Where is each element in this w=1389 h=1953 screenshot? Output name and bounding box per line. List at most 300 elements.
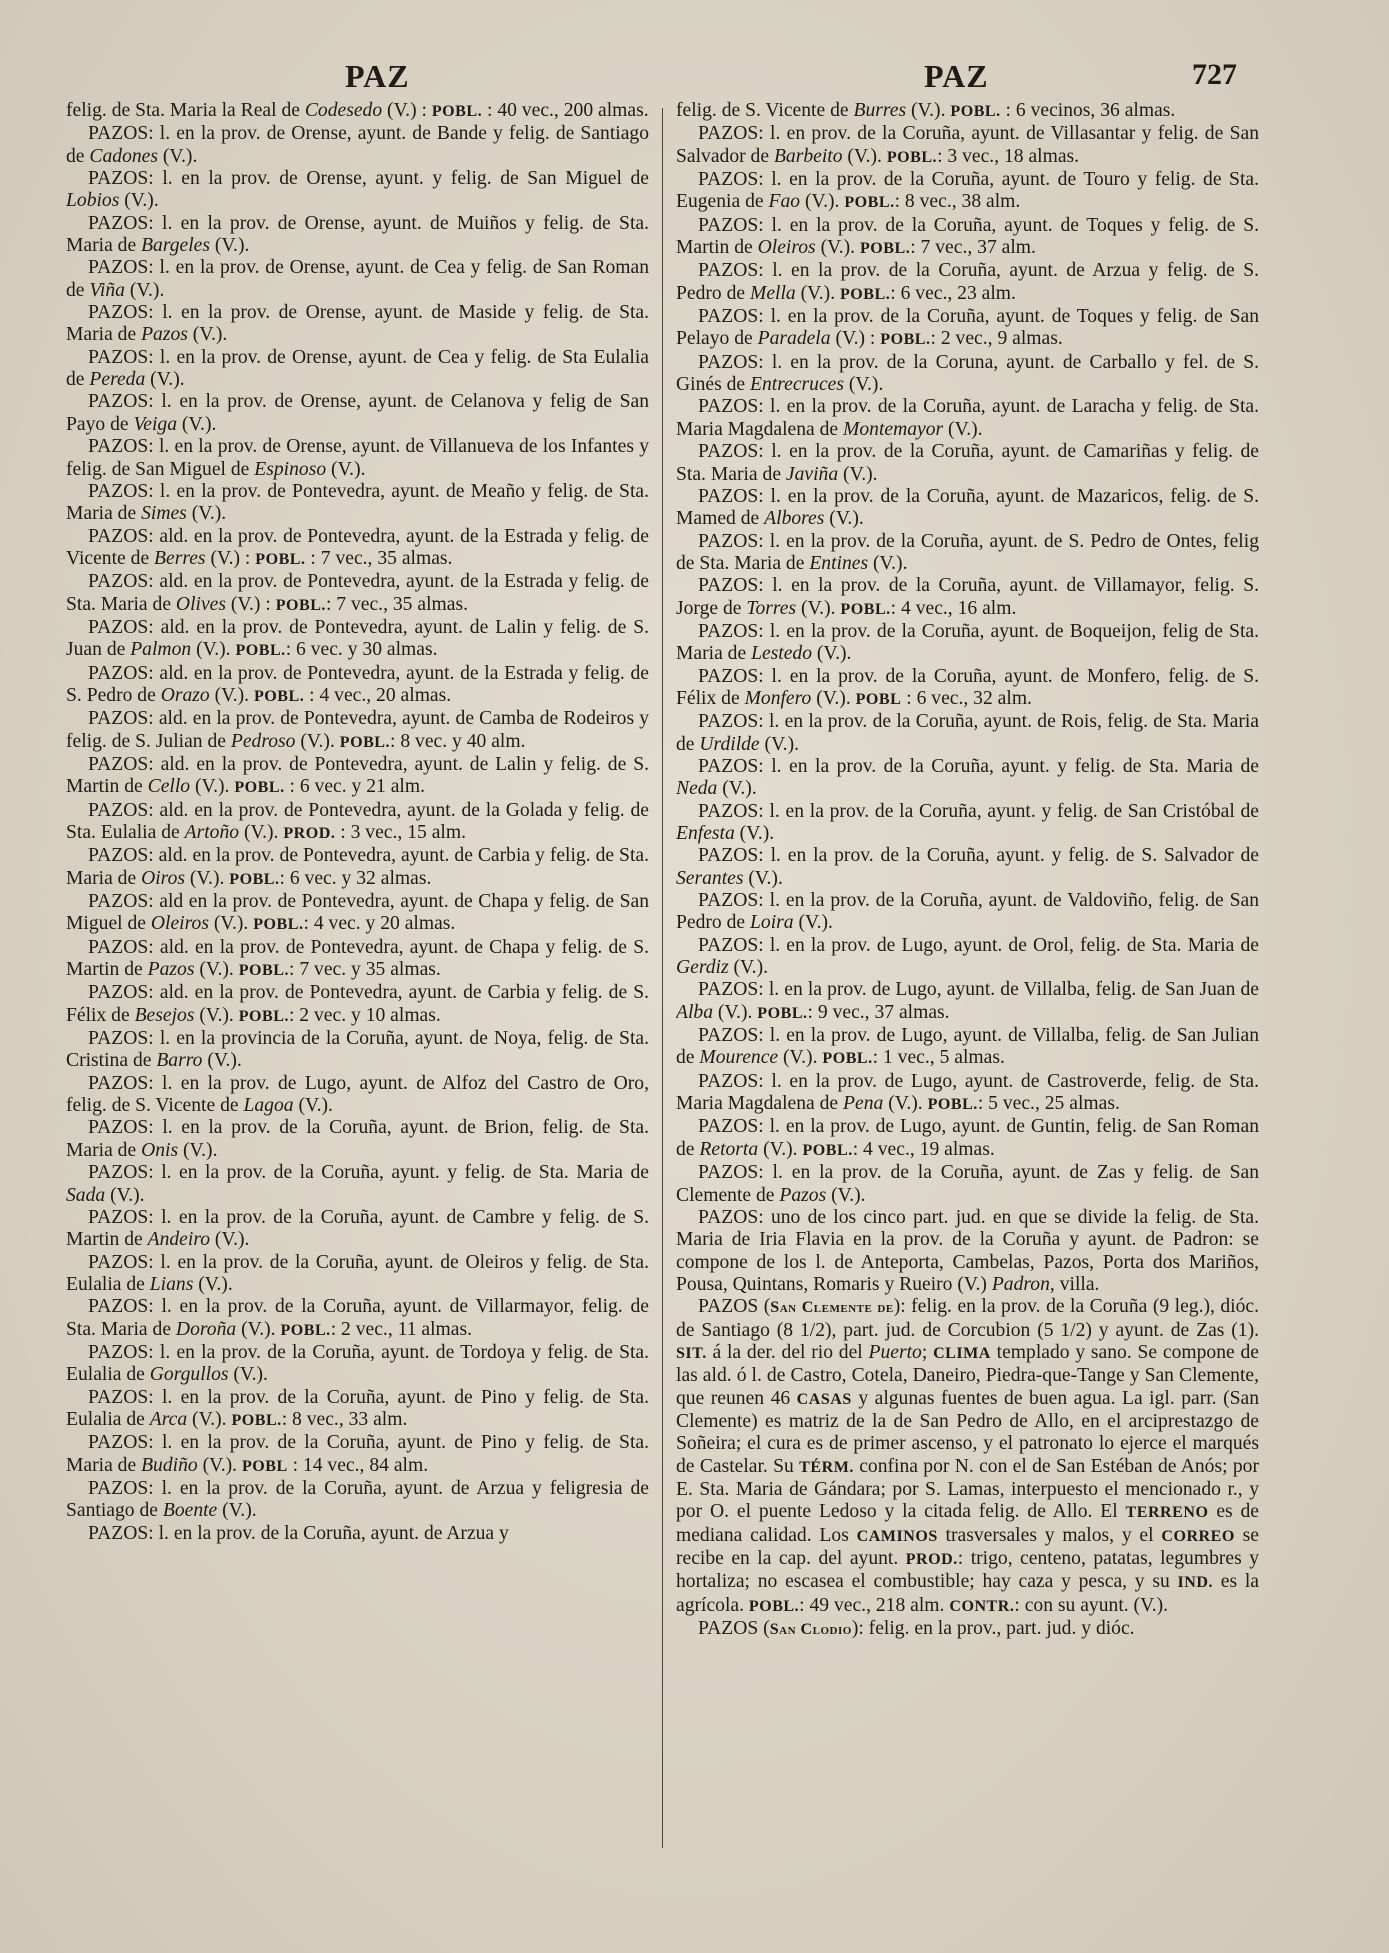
small-caps-label: POBL. [859,240,911,258]
entry-text: PAZOS: l. en la prov. de Pontevedra, ayunt. de Meaño y felig. de Sta. Maria de [66,480,649,525]
dictionary-entry [66,1028,649,1073]
dictionary-entry [676,1162,1259,1207]
entry-text: es de mediana calidad. Los [676,1501,1259,1546]
place-name: Lagoa [243,1095,294,1117]
entry-text: PAZOS: l. en la prov. de la Coruña, ayunt. de Arzua y feligresia de Santiago de [66,1477,649,1522]
dictionary-entry [66,1432,649,1478]
dictionary-entry [66,481,649,526]
place-name: Simes [141,503,187,525]
entry-text: : 3 vec., 18 almas. [937,145,1080,167]
small-caps-label: POBL. [339,733,391,751]
place-name: Oleiros [757,237,816,259]
place-name: Neda [676,778,718,800]
place-name: Oleiros [150,913,209,935]
place-name: Montemayor [843,418,944,440]
entry-text: (V.). [193,1273,233,1295]
entry-text: PAZOS: l. en la prov. de la Coruña, ayunt. de Oleiros y felig. de Sta. Eulalia de [66,1251,649,1295]
entry-text: (V.). [194,959,239,981]
entry-text: (V.). [759,733,800,755]
entry-text: (V.). [796,597,841,619]
place-name: Mella [750,282,796,304]
place-name: Palmon [130,639,192,661]
entry-text: : 8 vec., 38 alm. [894,191,1021,213]
place-name: Torres [746,597,797,619]
small-caps-label: POBL. [280,1321,331,1339]
entry-text: : 4 vec. y 20 almas. [303,913,456,935]
place-name: Pazos [779,1184,827,1206]
entry-text: (V.). [209,684,254,706]
entry-text: (V.). [728,957,768,979]
place-name: Besejos [134,1004,195,1026]
entry-text: PAZOS: l. en la prov. de la Coruña, ayunt. de Camariñas y felig. de Sta. Maria de [676,441,1259,485]
entry-text: ): felig. en la prov., part. jud. y dióc. [851,1618,1135,1640]
dictionary-entry [66,391,649,436]
entry-text: (V.). [217,1500,257,1522]
entry-text: : 2 vec., 11 almas. [330,1318,472,1340]
dictionary-entry [676,352,1259,397]
entry-text: : trigo, centeno, patatas, legumbres y hortaliza; no escasea el combustible; hay caza y pesca, y su [676,1548,1259,1593]
entry-text: PAZOS: l. en la prov. de Lugo, ayunt. de Villalba, felig. de San Julian de [676,1025,1259,1069]
small-caps-label: CASAS [796,1390,852,1408]
dictionary-entry [676,890,1259,935]
entry-text: (V.). [187,1408,232,1430]
dictionary-entry [676,441,1259,486]
dictionary-entry [66,617,649,663]
small-caps-label: POBL. [927,1096,978,1114]
dictionary-entry [676,979,1259,1025]
entry-text: (V.). [795,282,840,304]
entry-text: , villa. [1049,1273,1100,1295]
entry-text: PAZOS: l. en la prov. de la Coruña, ayunt. y felig. de San Cristóbal de [698,800,1259,822]
dictionary-entry [66,1117,649,1162]
entry-text: PAZOS: ald. en la prov. de Pontevedra, ayunt. de Chapa y felig. de S. Martin de [66,936,649,981]
entry-text: PAZOS: l. en la prov. de la Coruña, ayunt. de Brion, felig. de Sta. Maria de [66,1117,649,1161]
entry-text: PAZOS: l. en la prov. de Lugo, ayunt. de Alfoz del Castro de Oro, felig. de S. Vicente de [66,1072,649,1117]
entry-text: (V.). [800,191,845,213]
dictionary-entry [66,302,649,347]
place-name: Doroña [175,1318,237,1340]
dictionary-entry [676,306,1259,352]
entry-text: (V.). [190,776,235,798]
small-caps-label: CONTR. [949,1597,1015,1615]
entry-text: (V.). [177,413,217,435]
entry-text: (V.). [157,145,198,167]
place-name: Alba [676,1001,714,1023]
place-name: Fao [768,191,801,213]
entry-text: PAZOS: l. en la prov. de Orense, ayunt. de Maside y felig. de Sta. Maria de [66,302,649,346]
entry-text: PAZOS: l. en la prov. de la Coruña, ayunt. de Arzua y [88,1522,509,1544]
place-name: Lestedo [751,643,813,665]
entry-text: PAZOS: l. en la prov. de la Coruña, ayunt. de Villamayor, felig. S. Jorge de [676,575,1259,619]
entry-text: PAZOS: l. en la prov. de la Coruña, ayunt. de Pino y felig. de Sta. Maria de [66,1432,649,1476]
entry-text: (V.). [191,639,236,661]
entry-text: (V.). [185,867,230,889]
place-name: Olives [175,593,226,615]
entry-text: PAZOS: l. en la prov. de la Coruña, ayunt. de Monfero, felig. de S. Félix de [676,665,1259,709]
entry-text: (V.). [778,1047,823,1069]
entry-text: (V.). [815,237,860,259]
dictionary-entry [66,1342,649,1387]
dictionary-entry [66,1478,649,1523]
entry-text: (V.). [228,1364,268,1386]
place-name: Burres [853,100,907,121]
dictionary-entry [676,1071,1259,1117]
entry-text: (V.). [124,279,165,301]
place-name: Veiga [133,413,178,435]
entry-text: : con su ayunt. (V.). [1014,1594,1169,1616]
dictionary-entry [66,213,649,258]
entry-text: PAZOS: l. en la prov. de la Coruna, ayunt. de Carballo y fel. de S. Ginés de [676,351,1259,396]
small-caps-label: TERRENO [1125,1504,1209,1522]
place-name: Loira [750,912,794,934]
dictionary-entry [676,486,1259,531]
entry-text: (V.). [105,1184,145,1206]
entry-text: (V.). [186,503,227,525]
place-name: Puerto [868,1341,922,1363]
small-caps-label: CORREO [1161,1527,1235,1545]
dictionary-entry [66,1296,649,1342]
place-name: Cadones [89,145,158,167]
column-divider [662,108,663,1848]
small-caps-label: POBL. [844,194,895,212]
small-caps-label: POBL [241,1457,288,1475]
place-name: Barro [156,1050,203,1072]
entry-text: (V.). [326,458,366,480]
place-name: Monfero [744,687,812,709]
entry-text: : 49 vec., 218 alm. [799,1594,950,1616]
small-caps-label: POBL. [235,642,286,660]
small-caps-label: POBL. [234,779,285,797]
small-caps-label: POBL. [255,550,306,568]
dictionary-entry [676,1207,1259,1296]
small-caps-label: POBL. [840,600,891,618]
entry-text: : 7 vec., 35 almas. [305,547,453,569]
entry-text: (V.). [119,190,159,212]
dictionary-entry [66,982,649,1028]
entry-text: PAZOS: ald. en la prov. de Pontevedra, ayunt. de la Estrada y felig. de S. Pedro de [66,662,649,706]
small-caps-label: POBL. [748,1597,800,1615]
entry-text: PAZOS: ald. en la prov. de Pontevedra, ayunt. de la Estrada y felig. de Sta. Maria de [66,571,649,615]
left-running-title: PAZ [345,58,410,94]
dictionary-entry [66,891,649,937]
entry-text: PAZOS: l. en la prov. de la Coruña, ayunt. de Valdoviño, felig. de San Pedro de [676,890,1259,934]
place-name: Oiros [141,867,185,889]
place-name: Budiño [141,1454,198,1476]
dictionary-entry [676,396,1259,441]
dictionary-entry [66,1252,649,1297]
small-caps-label: POBL. [431,103,483,120]
place-name: Retorta [699,1138,759,1160]
place-name: Urdilde [699,733,760,755]
dictionary-entry [66,1162,649,1207]
dictionary-entry [66,663,649,709]
small-caps-label: POBL. [231,1411,282,1429]
place-name: Andeiro [147,1229,211,1251]
place-name: Pedroso [230,730,296,752]
entry-text: (V.). [843,374,884,396]
entry-text: : 7 vec. y 35 almas. [288,959,441,981]
entry-text: : 9 vec., 37 almas. [807,1001,950,1023]
entry-text: (V.). [838,463,878,485]
entry-text: : 40 vec., 200 almas. [482,100,649,121]
entry-text: felig. de Sta. Maria la Real de [66,100,305,121]
entry-text: (V.). [812,643,852,665]
entry-text: PAZOS: l. en la prov. de la Coruña, ayunt. de Boqueijon, felig de Sta. Maria de [676,620,1259,665]
entry-text: (V.). [758,1138,803,1160]
entry-text: PAZOS: l. en la prov. de la Coruña, ayunt. de Toques y felig. de San Pelayo de [676,306,1259,350]
dictionary-entry [66,571,649,617]
dictionary-entry [66,436,649,481]
small-caps-label: PROD. [283,825,336,842]
dictionary-entry [676,666,1259,712]
entry-text: (V.). [734,823,775,844]
entry-text: (V.). [197,1454,242,1476]
entry-text: (V.). [194,1004,239,1026]
entry-text: (V.). [178,1139,218,1161]
entry-text: (V.). [717,778,757,800]
entry-text: PAZOS: l. en la prov. de Orense, ayunt. de Celanova y felig de San Payo de [66,391,649,435]
dictionary-entry [676,531,1259,576]
right-column [676,100,1259,1945]
place-name: Espinoso [254,458,327,480]
small-caps-label: POBL. [880,331,931,349]
entry-text: PAZOS: l. en la prov. de Orense, ayunt. de Villanueva de los Infantes y felig. de San Miguel de [66,436,649,480]
entry-text: : 6 vec. y 32 almas. [279,867,432,889]
small-caps-label: POBL. [802,1141,853,1159]
place-name: Pazos [141,324,188,346]
entry-text: se recibe en la cap. del ayunt. [676,1524,1259,1569]
place-name: Codesedo [304,100,383,121]
page-number: 727 [1192,58,1237,91]
entry-text: (V.). [906,100,951,121]
dictionary-entry [676,123,1259,169]
entry-text: : 7 vec., 35 almas. [325,593,468,615]
dictionary-entry [66,937,649,983]
dictionary-entry [676,756,1259,801]
entry-text: (V.). [826,1184,866,1206]
dictionary-entry [676,575,1259,621]
entry-text: (V.). [236,1318,281,1340]
entry-text: (V.). [943,418,983,440]
place-name: Sada [66,1184,106,1206]
entry-text: PAZOS: ald. en la prov. de Pontevedra, ayunt. de Carbia y felig. de Sta. Maria de [66,845,649,889]
entry-text: (V.). [187,324,228,346]
entry-text: es la agrícola. [676,1571,1259,1616]
entry-text: PAZOS: uno de los cinco part. jud. en que se divide la felig. de Sta. Maria de Iria Flavia en la prov. de la Coruña y ayunt. de Padron: se compone de los l. de Anteporta, Cambelas, Pazos, Porta dos Mariños, Pousa, Quintans, Romaris y Rueiro (V.) [676,1206,1259,1295]
entry-text: PAZOS: l. en la prov. de Orense, ayunt. de Cea y felig. de Sta Eulalia de [66,346,649,391]
entry-text: PAZOS: ald. en la prov. de Pontevedra, ayunt. de Lalin y felig. de S. Juan de [66,616,649,661]
entry-text: : 4 vec., 19 almas. [852,1138,995,1160]
dictionary-entry [66,123,649,168]
right-running-title: PAZ [924,58,989,94]
place-name: Barbeito [773,145,843,167]
dictionary-entry [66,1387,649,1433]
entry-text: PAZOS ( [698,1296,771,1318]
entry-text: confina por N. con el de San Estéban de Anós; por E. Sta. Maria de Gándara; por S. Lamas, interpuesto el mencionado r., y por O. el puente Ledoso y la citada felig. de Allo. El [676,1455,1259,1523]
entry-text: : 5 vec., 25 almas. [977,1093,1120,1115]
entry-text: : 8 vec. y 40 alm. [390,730,526,752]
entry-text: PAZOS: l. en la prov. de la Coruña, ayunt. de Touro y felig. de Sta. Eugenia de [676,169,1259,213]
entry-text: PAZOS: l. en la prov. de Lugo, ayunt. de Guntin, felig. de San Roman de [676,1116,1259,1160]
entry-text: PAZOS: l. en prov. de la Coruña, ayunt. de Villasantar y felig. de San Salvador de [676,123,1259,167]
place-name: Orazo [160,684,210,706]
entry-text: : 3 vec., 15 alm. [335,822,466,843]
dictionary-entry [66,347,649,392]
dictionary-entry [676,621,1259,666]
entry-text: PAZOS: l. en la prov. de la Coruña, ayunt. de Mazaricos, felig. de S. Mamed de [676,485,1259,530]
entry-text: (V.). [842,145,887,167]
place-name: Albores [764,508,825,530]
small-caps-label: PROD. [905,1551,958,1568]
entry-text: PAZOS: l. en la prov. de la Coruña, ayunt. de Zas y felig. de San Clemente de [676,1162,1259,1206]
entry-text: (V.). [811,687,856,709]
small-caps-label: IND. [1177,1574,1214,1592]
page-header [0,58,1389,98]
dictionary-entry [676,711,1259,756]
small-caps-label: San Clemente de [770,1299,894,1317]
small-caps-label: CAMINOS [856,1527,938,1545]
entry-text: (V.). [293,1095,333,1117]
small-caps-label: CLIMA [933,1344,991,1362]
dictionary-entry [66,168,649,213]
dictionary-entry [676,801,1259,846]
entry-text: PAZOS: l. en la prov. de Lugo, ayunt. de Villalba, felig. de San Juan de [698,979,1259,1001]
dictionary-entry [676,935,1259,980]
small-caps-label: POBL. [253,916,304,934]
entry-text: : 8 vec., 33 alm. [281,1408,408,1430]
entry-text: : 6 vec., 23 alm. [890,282,1016,304]
dictionary-entry [676,1116,1259,1162]
entry-text: PAZOS: l. en la prov. de la Coruña, ayunt. de Toques y felig. de S. Martin de [676,214,1259,259]
entry-text: PAZOS ( [698,1618,770,1640]
dictionary-entry [676,1296,1259,1618]
entry-text: PAZOS: ald. en la prov. de Pontevedra, ayunt. de la Golada y felig. de Sta. Eulalia de [66,799,649,843]
place-name: Gerdiz [676,957,729,979]
place-name: Bargeles [141,235,211,257]
small-caps-label: San Clodio [769,1621,852,1639]
entry-text: (V.) : [205,547,256,569]
place-name: Serantes [676,867,744,889]
dictionary-entry [676,1618,1259,1641]
entry-text: PAZOS: ald. en la prov. de Pontevedra, ayunt. de Lalin y felig. de S. Martin de [66,753,649,798]
entry-text: PAZOS: l. en la prov. de Orense, ayunt. de Muiños y felig. de Sta. Maria de [66,212,649,257]
place-name: Lobios [66,190,120,212]
place-name: Arca [149,1408,188,1430]
small-caps-label: POBL [855,690,902,708]
small-caps-label: POBL. [229,870,280,888]
entry-text: : 6 vec., 32 alm. [901,687,1032,709]
entry-text: PAZOS: l. en la prov. de la Coruña, ayunt. y felig. de S. Salvador de [698,845,1259,867]
small-caps-label: POBL. [238,962,289,980]
entry-text: : 4 vec., 16 alm. [890,597,1017,619]
small-caps-label: POBL. [757,1004,808,1022]
entry-text: PAZOS: ald en la prov. de Pontevedra, ayunt. de Chapa y felig. de San Miguel de [66,891,649,935]
small-caps-label: POBL. [275,596,326,614]
entry-text: (V.) : [382,100,432,121]
place-name: Paradela [757,328,831,350]
entry-text: : 6 vecinos, 36 almas. [1000,100,1176,121]
entry-text: PAZOS: l. en la prov. de la Coruña, ayunt. de Cambre y felig. de S. Martin de [66,1206,649,1251]
entry-text: : 2 vec. y 10 almas. [288,1004,441,1026]
place-name: Pena [843,1093,884,1115]
entry-text: y algunas fuentes de buen agua. La igl. parr. (San Clemente) es matriz de la de San Pedro de Allo, en el arciprestazgo de Soñeira; el cura es de primer ascenso, y el patronato lo ejerce el marqués de Castelar. Su [676,1387,1259,1477]
entry-text: PAZOS: l. en la prov. de la Coruña, ayunt. de Laracha y felig. de Sta. Maria Magdalena de [676,396,1259,440]
entry-text: : 6 vec. y 21 alm. [284,776,425,798]
entry-text: : 7 vec., 37 alm. [910,237,1036,259]
dictionary-entry [66,754,649,800]
dictionary-entry [66,1207,649,1252]
small-caps-label: POBL. [822,1050,873,1068]
small-caps-label: SIT. [676,1344,707,1362]
entry-text: : 4 vec., 20 almas. [304,684,452,706]
entry-text: (V.) : [225,593,276,615]
entry-text: PAZOS: l. en la prov. de la Coruña, ayunt. de Villarmayor, felig. de Sta. Maria de [66,1296,649,1340]
entry-text: (V.). [868,552,908,574]
entry-text: : 14 vec., 84 alm. [287,1454,429,1476]
place-name: Entrecruces [750,374,844,396]
entry-text: PAZOS: l. en la prov. de la Coruña, ayunt. de S. Pedro de Ontes, felig de Sta. Maria de [676,530,1259,574]
entry-text: : 1 vec., 5 almas. [872,1047,1005,1069]
place-name: Mourence [699,1047,779,1069]
place-name: Padron [991,1273,1050,1295]
dictionary-entry [66,1073,649,1118]
place-name: Lians [149,1273,194,1295]
small-caps-label: TÉRM. [799,1458,854,1476]
left-column [66,100,649,1945]
dictionary-entry [676,260,1259,306]
place-name: Onis [141,1139,179,1161]
entry-text: PAZOS: l. en la prov. de Orense, ayunt. de Cea y felig. de San Roman de [66,257,649,301]
entry-text: PAZOS: l. en la prov. de Orense, ayunt. y felig. de San Miguel de [88,168,649,190]
small-caps-label: POBL. [238,1007,289,1025]
entry-text: PAZOS: ald. en la prov. de Pontevedra, ayunt. de Carbia y felig. de S. Félix de [66,982,649,1026]
small-caps-label: POBL. [253,687,305,705]
dictionary-entry [66,526,649,572]
small-caps-label: POBL. [950,103,1001,120]
entry-text: PAZOS: l. en la provincia de la Coruña, ayunt. de Noya, felig. de Sta. Cristina de [66,1028,649,1072]
entry-text: felig. de S. Vicente de [676,100,854,121]
entry-text: PAZOS: l. en la prov. de la Coruña, ayunt. y felig. de Sta. Maria de [698,755,1259,777]
entry-text: (V.). [202,1050,242,1072]
entry-text: PAZOS: l. en la prov. de la Coruña, ayunt. de Tordoya y felig. de Sta. Eulalia de [66,1341,649,1386]
entry-text: : 6 vec. y 30 almas. [285,639,438,661]
entry-text: (V.). [793,912,833,934]
entry-text: : 2 vec., 9 almas. [930,328,1063,350]
place-name: Pazos [147,959,195,981]
place-name: Javiña [785,463,839,485]
entry-text: á la der. del rio del [706,1341,869,1363]
entry-text: trasversales y malos, y el [937,1524,1162,1546]
entry-text: ; [921,1341,934,1363]
entry-text: ): felig. en la prov. de la Coruña (9 leg.), dióc. de Santiago (8 1/2), part. jud. de Corcubion (5 1/2) y ayunt. de Zas (1). [676,1296,1259,1341]
place-name: Berres [154,547,206,569]
dictionary-entry [66,845,649,891]
dictionary-entry [66,100,649,123]
dictionary-entry [676,169,1259,215]
dictionary-entry [66,257,649,302]
entry-text: (V.). [824,508,864,530]
entry-text: (V.). [295,730,340,752]
dictionary-entry [676,100,1259,123]
dictionary-entry [676,215,1259,261]
dictionary-entry [66,708,649,754]
entry-text: PAZOS: l. en la prov. de la Coruña, ayunt. de Pino y felig. de Sta. Eulalia de [66,1386,649,1430]
entry-text: PAZOS: l. en la prov. de la Coruña, ayunt. de Arzua y felig. de S. Pedro de [676,260,1259,304]
entry-text: PAZOS: l. en la prov. de la Coruña, ayunt. y felig. de Sta. Maria de [88,1162,649,1184]
entry-text: PAZOS: l. en la prov. de Lugo, ayunt. de Castroverde, felig. de Sta. Maria Magdalena de [676,1070,1259,1115]
entry-text: (V.). [210,1229,250,1251]
dictionary-entry [66,800,649,846]
